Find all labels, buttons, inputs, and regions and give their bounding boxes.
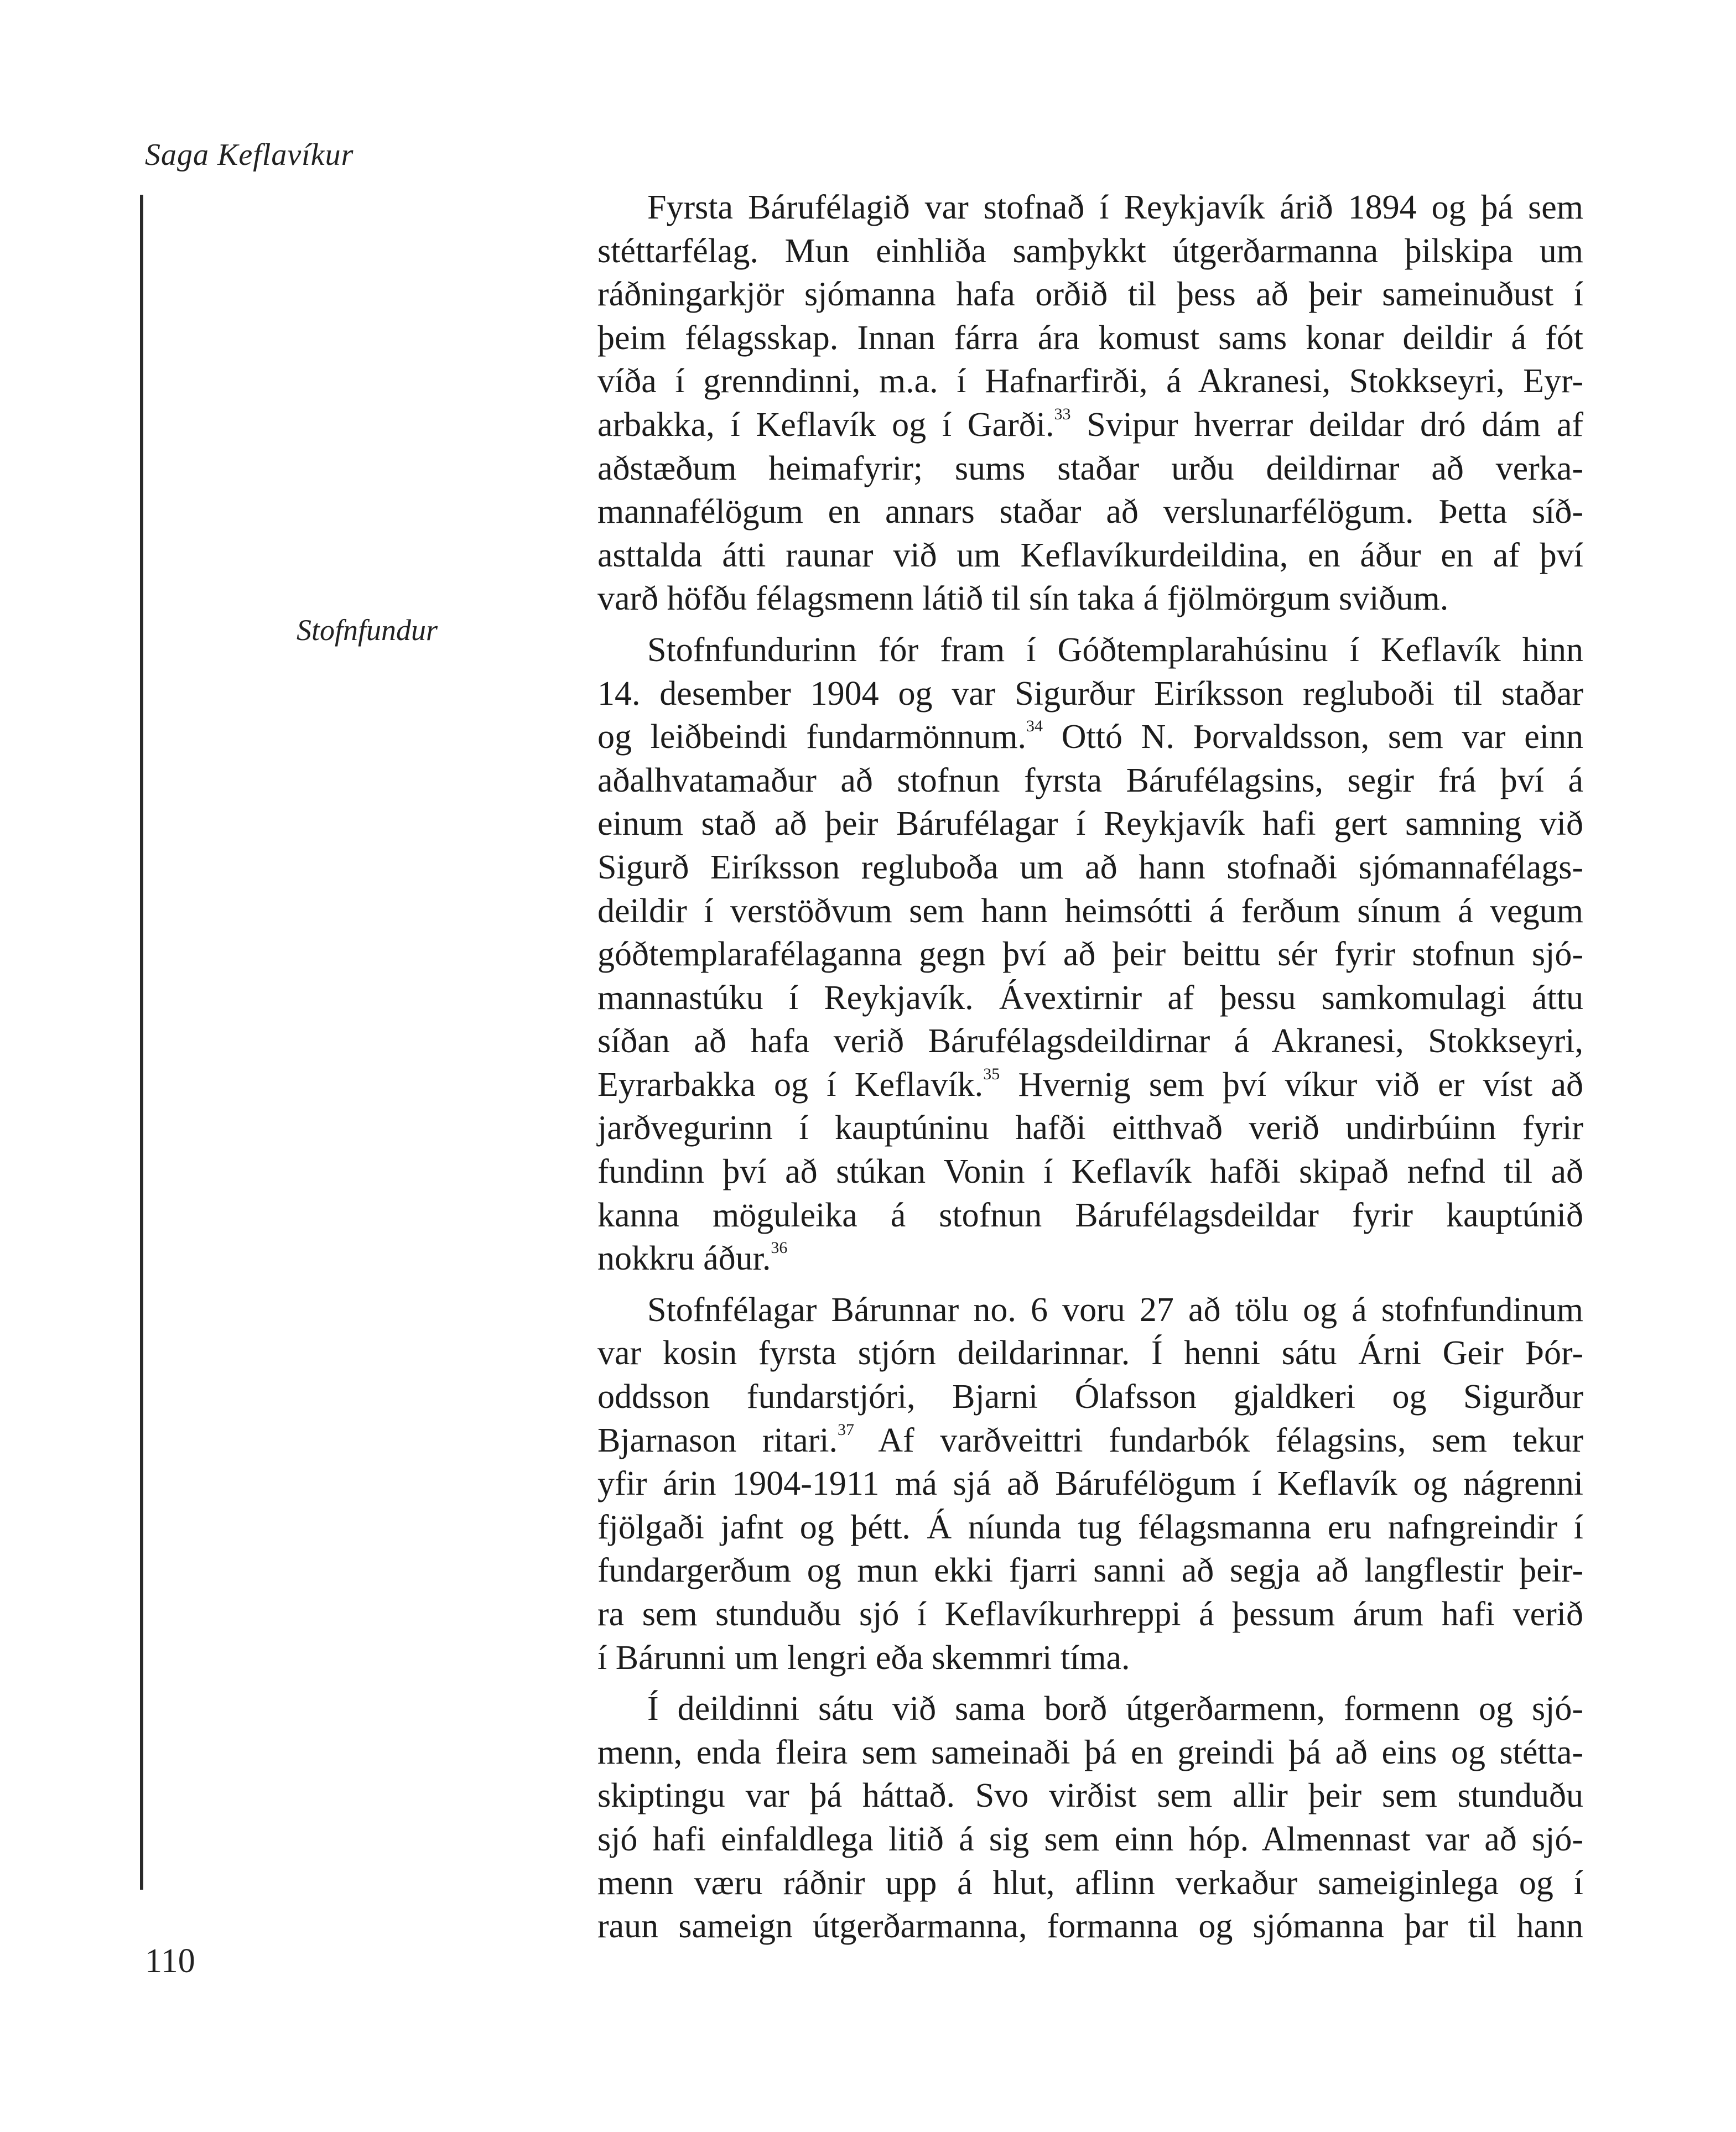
text-line: oddsson fundarstjóri, Bjarni Ólafsson gjaldkeri og Sigurður bbox=[597, 1378, 1583, 1416]
text-line: 14. desember 1904 og var Sigurður Eiríksson regluboði til staðar bbox=[597, 674, 1583, 713]
text-line bbox=[597, 1419, 1583, 1463]
footnote-ref-37: 37 bbox=[838, 1420, 855, 1439]
text-line: Sigurð Eiríksson regluboða um að hann stofnaði sjómannafélags- bbox=[597, 848, 1583, 886]
text-line bbox=[597, 403, 1583, 447]
text-line: einum stað að þeir Bárufélagar í Reykjavík hafi gert samning við bbox=[597, 805, 1583, 843]
text-fragment: nokkru áður. bbox=[597, 1240, 771, 1278]
text-line: aðalhvatamaður að stofnun fyrsta Bárufélagsins, segir frá því á bbox=[597, 761, 1583, 799]
text-line: jarðvegurinn í kauptúninu hafði eitthvað verið undirbúinn fyrir bbox=[597, 1109, 1583, 1147]
text-fragment: Af varðveittri fundarbók félagsins, sem tekur bbox=[854, 1421, 1583, 1459]
text-line: kanna möguleika á stofnun Bárufélagsdeildar fyrir kauptúnið bbox=[597, 1196, 1583, 1234]
text-line: varð höfðu félagsmenn látið til sín taka á fjölmörgum sviðum. bbox=[597, 580, 1449, 618]
text-line bbox=[597, 715, 1583, 759]
text-line: var kosin fyrsta stjórn deildarinnar. Í henni sátu Árni Geir Þór- bbox=[597, 1334, 1583, 1372]
text-line: í Bárunni um lengri eða skemmri tíma. bbox=[597, 1639, 1130, 1677]
text-fragment: Hvernig sem því víkur við er víst að bbox=[1000, 1065, 1584, 1104]
footnote-ref-36: 36 bbox=[771, 1239, 788, 1257]
side-note-stofnfundur: Stofnfundur bbox=[297, 613, 438, 647]
text-line: þeim félagsskap. Innan fárra ára komust sams konar deildir á fót bbox=[597, 319, 1583, 357]
footnote-ref-35: 35 bbox=[983, 1064, 1000, 1083]
paragraph-4 bbox=[597, 1687, 1583, 1948]
margin-rule bbox=[140, 195, 143, 1890]
text-line: raun sameign útgerðarmanna, formanna og sjómanna þar til hann bbox=[597, 1907, 1583, 1946]
text-line: ra sem stunduðu sjó í Keflavíkurhreppi á þessum árum hafi verið bbox=[597, 1595, 1583, 1633]
text-line: ráðningarkjör sjómanna hafa orðið til þess að þeir sameinuðust í bbox=[597, 275, 1583, 314]
body-text bbox=[597, 186, 1583, 1948]
text-fragment: Bjarnason ritari. bbox=[597, 1421, 838, 1459]
text-line: Stofnfélagar Bárunnar no. 6 voru 27 að tölu og á stofnfundinum bbox=[647, 1291, 1583, 1329]
text-line: deildir í verstöðvum sem hann heimsótti á ferðum sínum á vegum bbox=[597, 892, 1583, 930]
text-line: mannastúku í Reykjavík. Ávextirnir af þessu samkomulagi áttu bbox=[597, 979, 1583, 1017]
text-line: mannafélögum en annars staðar að verslunarfélögum. Þetta síð- bbox=[597, 493, 1583, 531]
text-fragment: arbakka, í Keflavík og í Garði. bbox=[597, 405, 1054, 444]
text-line: aðstæðum heimafyrir; sums staðar urðu deildirnar að verka- bbox=[597, 449, 1583, 487]
text-line: Fyrsta Bárufélagið var stofnað í Reykjavík árið 1894 og þá sem bbox=[647, 189, 1583, 226]
paragraph-3 bbox=[597, 1288, 1583, 1679]
text-line: menn væru ráðnir upp á hlut, aflinn verkaður sameiginlega og í bbox=[597, 1864, 1583, 1902]
paragraph-2 bbox=[597, 628, 1583, 1281]
footnote-ref-34: 34 bbox=[1026, 717, 1043, 736]
text-line: fundinn því að stúkan Vonin í Keflavík hafði skipað nefnd til að bbox=[597, 1153, 1583, 1191]
footnote-ref-33: 33 bbox=[1054, 404, 1071, 423]
text-line: góðtemplarafélaganna gegn því að þeir beittu sér fyrir stofnun sjó- bbox=[597, 935, 1583, 974]
text-line: síðan að hafa verið Bárufélagsdeildirnar á Akranesi, Stokkseyri, bbox=[597, 1022, 1583, 1060]
running-head: Saga Keflavíkur bbox=[145, 138, 354, 172]
text-line: fundargerðum og mun ekki fjarri sanni að segja að langflestir þeir- bbox=[597, 1552, 1583, 1590]
text-line bbox=[597, 1063, 1583, 1107]
text-line: menn, enda fleira sem sameinaði þá en greindi þá að eins og stétta- bbox=[597, 1733, 1583, 1771]
text-fragment: og leiðbeindi fundarmönnum. bbox=[597, 718, 1027, 756]
text-line bbox=[597, 1237, 1583, 1281]
text-line: asttalda átti raunar við um Keflavíkurdeildina, en áður en af því bbox=[597, 536, 1583, 574]
text-line: Í deildinni sátu við sama borð útgerðarmenn, formenn og sjó- bbox=[647, 1690, 1583, 1728]
page-number: 110 bbox=[145, 1942, 195, 1980]
text-fragment: Ottó N. Þorvaldsson, sem var einn bbox=[1043, 718, 1583, 756]
text-line: yfir árin 1904-1911 má sjá að Bárufélögum í Keflavík og nágrenni bbox=[597, 1465, 1583, 1503]
text-line: stéttarfélag. Mun einhliða samþykkt útgerðarmanna þilskipa um bbox=[597, 232, 1583, 270]
paragraph-1 bbox=[597, 186, 1583, 621]
text-line: skiptingu var þá háttað. Svo virðist sem allir þeir sem stunduðu bbox=[597, 1777, 1583, 1815]
text-fragment: Eyrarbakka og í Keflavík. bbox=[597, 1065, 984, 1104]
text-line: fjölgaði jafnt og þétt. Á níunda tug félagsmanna eru nafngreindir í bbox=[597, 1508, 1583, 1546]
text-line: víða í grenndinni, m.a. í Hafnarfirði, á Akranesi, Stokkseyri, Eyr- bbox=[597, 362, 1583, 401]
text-fragment: Svipur hverrar deildar dró dám af bbox=[1070, 405, 1583, 444]
text-line: Stofnfundurinn fór fram í Góðtemplarahúsinu í Keflavík hinn bbox=[647, 631, 1583, 669]
text-line: sjó hafi einfaldlega litið á sig sem einn hóp. Almennast var að sjó- bbox=[597, 1820, 1583, 1858]
